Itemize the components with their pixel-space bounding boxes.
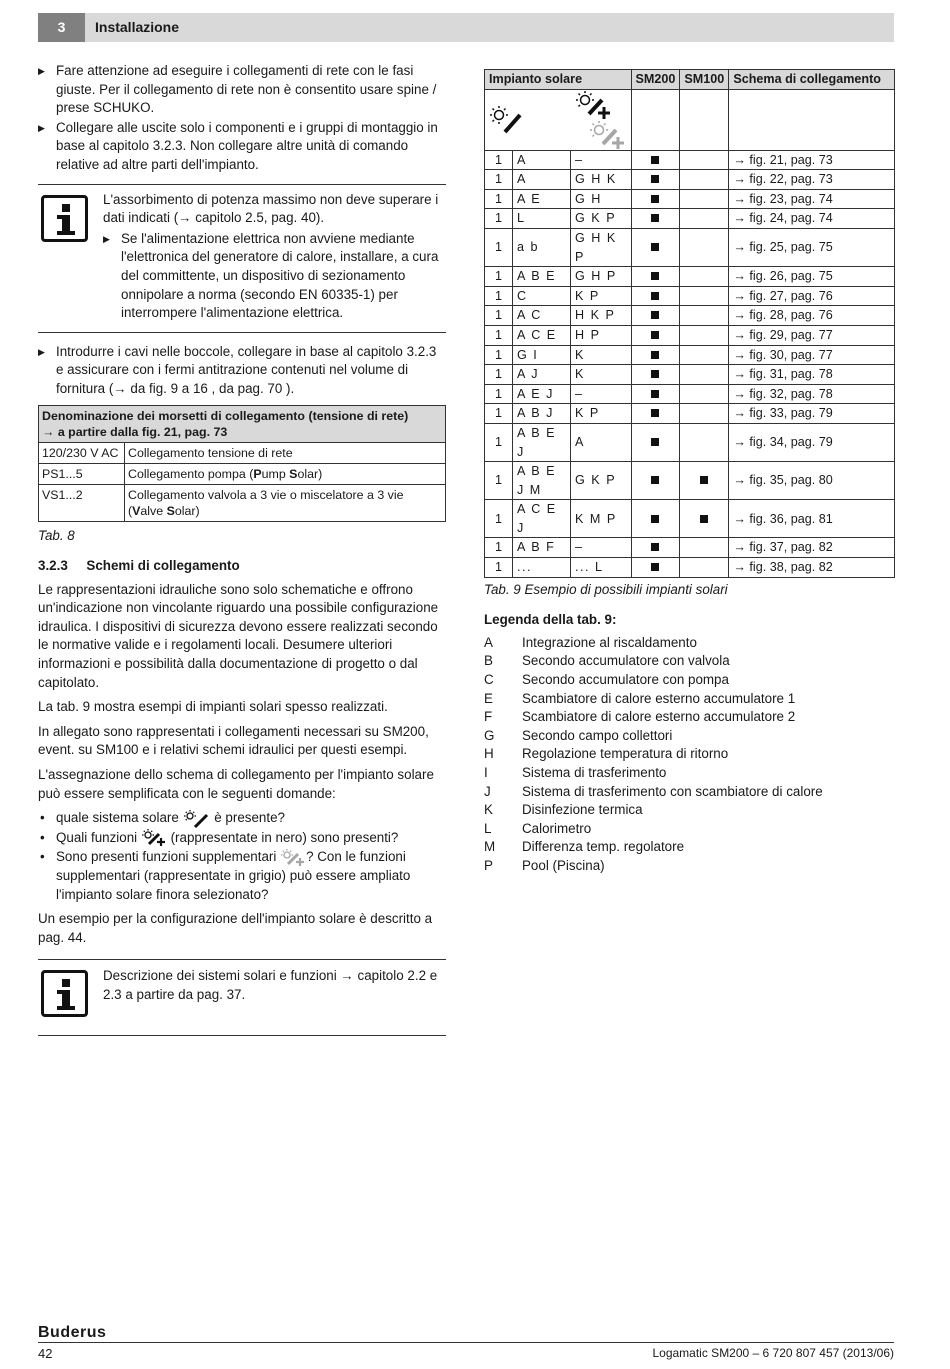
table-row: 1 C K P → fig. 27, pag. 76 bbox=[485, 286, 895, 306]
legend-item: A Integrazione al riscaldamento bbox=[484, 634, 697, 650]
paragraph: La tab. 9 mostra esempi di impianti solari spesso realizzati. bbox=[38, 699, 388, 715]
table-row: 1 A – → fig. 21, pag. 73 bbox=[485, 150, 895, 170]
question-item: • quale sistema solare è presente? bbox=[38, 809, 446, 828]
table-row: 1 A B E J A → fig. 34, pag. 79 bbox=[485, 423, 895, 461]
legend-item: B Secondo accumulatore con valvola bbox=[484, 653, 730, 669]
table-row: 1 A C E J K M P → fig. 36, pag. 81 bbox=[485, 500, 895, 538]
info-notice bbox=[38, 184, 446, 333]
paragraph: In allegato sono rappresentati i collegamenti necessari su SM200, event. su SM100 e i relativi schemi idraulici per questi esempi. bbox=[38, 723, 429, 758]
legend-item: C Secondo accumulatore con pompa bbox=[484, 672, 729, 688]
sm100-marker bbox=[700, 476, 708, 484]
sm100-marker bbox=[700, 515, 708, 523]
sm200-marker bbox=[651, 476, 659, 484]
info-icon bbox=[41, 970, 88, 1017]
table-row: 1 A G H K → fig. 22, pag. 73 bbox=[485, 170, 895, 190]
brand-logo: Buderus bbox=[38, 1324, 107, 1341]
sm200-marker bbox=[651, 292, 659, 300]
legend-list bbox=[484, 634, 896, 876]
paragraph: Le rappresentazioni idrauliche sono solo schematiche e offrono un'indicazione non vincolante riguardo una possibile configurazione idraulica. I dispositivi di sicurezza devono essere realizzati secondo le normative valide e i regolamenti locali. Desumere ulteriori informazioni e possibilità dalla documentazione di progetto o dal capitolato. bbox=[38, 581, 439, 690]
tab8-header: Denominazione dei morsetti di collegamento (tensione di rete) → a partire dalla fig. 21, pag. 73 bbox=[39, 405, 446, 442]
legend-title: Legenda della tab. 9: bbox=[484, 612, 617, 628]
table-row: VS1...2 Collegamento valvola a 3 vie o miscelatore a 3 vie (Valve Solar) bbox=[39, 484, 446, 521]
legend-item: G Secondo campo collettori bbox=[484, 727, 673, 743]
table-row: 120/230 V AC Collegamento tensione di rete bbox=[39, 442, 446, 463]
paragraph: L'assegnazione dello schema di collegamento per l'impianto solare può essere semplificata con le seguenti domande: bbox=[38, 767, 434, 801]
legend-item: P Pool (Piscina) bbox=[484, 857, 605, 873]
solar-system-icon bbox=[183, 810, 211, 825]
right-column bbox=[484, 69, 896, 876]
tab9-body bbox=[485, 150, 895, 577]
sm200-marker bbox=[651, 370, 659, 378]
sm200-marker bbox=[651, 195, 659, 203]
legend-item: J Sistema di trasferimento con scambiatore di calore bbox=[484, 783, 823, 799]
chapter-header bbox=[38, 13, 894, 42]
solar-system-icon bbox=[489, 112, 523, 126]
footer-divider bbox=[38, 1342, 894, 1343]
solar-additional-function-icon bbox=[280, 849, 306, 864]
section-heading: 3.2.3 Schemi di collegamento bbox=[38, 558, 240, 574]
sm200-marker bbox=[651, 563, 659, 571]
table-row: 1 A B E G H P → fig. 26, pag. 75 bbox=[485, 267, 895, 287]
legend-item: F Scambiatore di calore esterno accumulatore 2 bbox=[484, 709, 796, 725]
table-row: 1 A C H K P → fig. 28, pag. 76 bbox=[485, 306, 895, 326]
table-row: 1 A B E J M G K P → fig. 35, pag. 80 bbox=[485, 462, 895, 500]
sm200-marker bbox=[651, 311, 659, 319]
tab8-terminal-table bbox=[38, 405, 446, 522]
chapter-title: Installazione bbox=[95, 19, 180, 35]
info-icon bbox=[41, 195, 88, 242]
left-column bbox=[38, 62, 446, 1046]
table-row: 1 a b G H K P → fig. 25, pag. 75 bbox=[485, 228, 895, 266]
info-text: L'assorbimento di potenza massimo non deve superare i dati indicati (→ capitolo 2.5, pag. 40). bbox=[103, 191, 439, 226]
legend-item: M Differenza temp. regolatore bbox=[484, 839, 685, 855]
sm200-marker bbox=[651, 515, 659, 523]
tab9-solar-systems-table bbox=[484, 69, 895, 578]
sm200-marker bbox=[651, 390, 659, 398]
paragraph: Un esempio per la configurazione dell'impianto solare è descritto a pag. 44. bbox=[38, 911, 433, 945]
table-row: 1 A B J K P → fig. 33, pag. 79 bbox=[485, 404, 895, 424]
solar-function-icon bbox=[141, 830, 167, 845]
tab9-header-row: Impianto solare SM200 SM100 Schema di collegamento bbox=[485, 70, 895, 90]
sm200-marker bbox=[651, 214, 659, 222]
table-row: 1 A E G H → fig. 23, pag. 74 bbox=[485, 189, 895, 209]
sm200-marker bbox=[651, 272, 659, 280]
sm200-marker bbox=[651, 351, 659, 359]
legend-item: H Regolazione temperatura di ritorno bbox=[484, 746, 729, 762]
sm200-marker bbox=[651, 409, 659, 417]
info-instruction: ▶ Se l'alimentazione elettrica non avviene mediante l'elettronica del generatore di calore, installare, a cura del committente, un dispositivo di sezionamento onnipolare a norma (secondo EN 60335-1) per interrompere l'alimentazione elettrica. bbox=[103, 230, 446, 323]
tab8-caption: Tab. 8 bbox=[38, 527, 75, 543]
question-item: • Quali funzioni (rappresentate in nero) sono presenti? bbox=[38, 829, 446, 848]
info-notice bbox=[38, 959, 446, 1035]
tab9-icon-row bbox=[485, 89, 895, 150]
solar-function-icon bbox=[575, 97, 613, 111]
legend-item: L Calorimetro bbox=[484, 820, 592, 836]
table-row: 1 A E J – → fig. 32, pag. 78 bbox=[485, 384, 895, 404]
instruction-item: ▶ Introdurre i cavi nelle boccole, collegare in base al capitolo 3.2.3 e assicurare con i fermi antitrazione contenuti nel volume di fornitura (→ da fig. 9 a 16 , da pag. 70 ). bbox=[38, 343, 446, 399]
table-row: PS1...5 Collegamento pompa (Pump Solar) bbox=[39, 463, 446, 484]
sm200-marker bbox=[651, 243, 659, 251]
legend-item: I Sistema di trasferimento bbox=[484, 765, 667, 780]
table-row: 1 A J K → fig. 31, pag. 78 bbox=[485, 365, 895, 385]
question-item: • Sono presenti funzioni supplementari ? Con le funzioni supplementari (rappresentate in grigio) può essere ampliato l'impianto solare finora selezionato? bbox=[38, 848, 446, 904]
table-row: 1 A B F – → fig. 37, pag. 82 bbox=[485, 538, 895, 558]
table-row: 1 L G K P → fig. 24, pag. 74 bbox=[485, 209, 895, 229]
legend-item: E Scambiatore di calore esterno accumulatore 1 bbox=[484, 690, 796, 706]
sm200-marker bbox=[651, 438, 659, 446]
sm200-marker bbox=[651, 543, 659, 551]
legend-item: K Disinfezione termica bbox=[484, 802, 643, 818]
solar-additional-function-icon bbox=[589, 127, 627, 141]
sm200-marker bbox=[651, 331, 659, 339]
page-number: 42 bbox=[38, 1346, 53, 1361]
table-row: 1 G I K → fig. 30, pag. 77 bbox=[485, 345, 895, 365]
instruction-item: ▶ Collegare alle uscite solo i componenti e i gruppi di montaggio in base al capitolo 3.2.3. Non collegare altre unità di comando relative ad altre parti dell'impianto. bbox=[38, 119, 446, 175]
document-id: Logamatic SM200 – 6 720 807 457 (2013/06) bbox=[652, 1346, 894, 1360]
chapter-number: 3 bbox=[38, 13, 85, 42]
instruction-item: ▶ Fare attenzione ad eseguire i collegamenti di rete con le fasi giuste. Per il collegamento di rete non è consentito usare spine / prese SCHUKO. bbox=[38, 62, 446, 118]
tab9-caption: Tab. 9 Esempio di possibili impianti solari bbox=[484, 581, 728, 597]
info-text: Descrizione dei sistemi solari e funzioni → capitolo 2.2 e 2.3 a partire da pag. 37. bbox=[103, 968, 438, 1002]
table-row: 1 A C E H P → fig. 29, pag. 77 bbox=[485, 325, 895, 345]
sm200-marker bbox=[651, 175, 659, 183]
table-row: 1 ... ... L → fig. 38, pag. 82 bbox=[485, 558, 895, 578]
sm200-marker bbox=[651, 156, 659, 164]
